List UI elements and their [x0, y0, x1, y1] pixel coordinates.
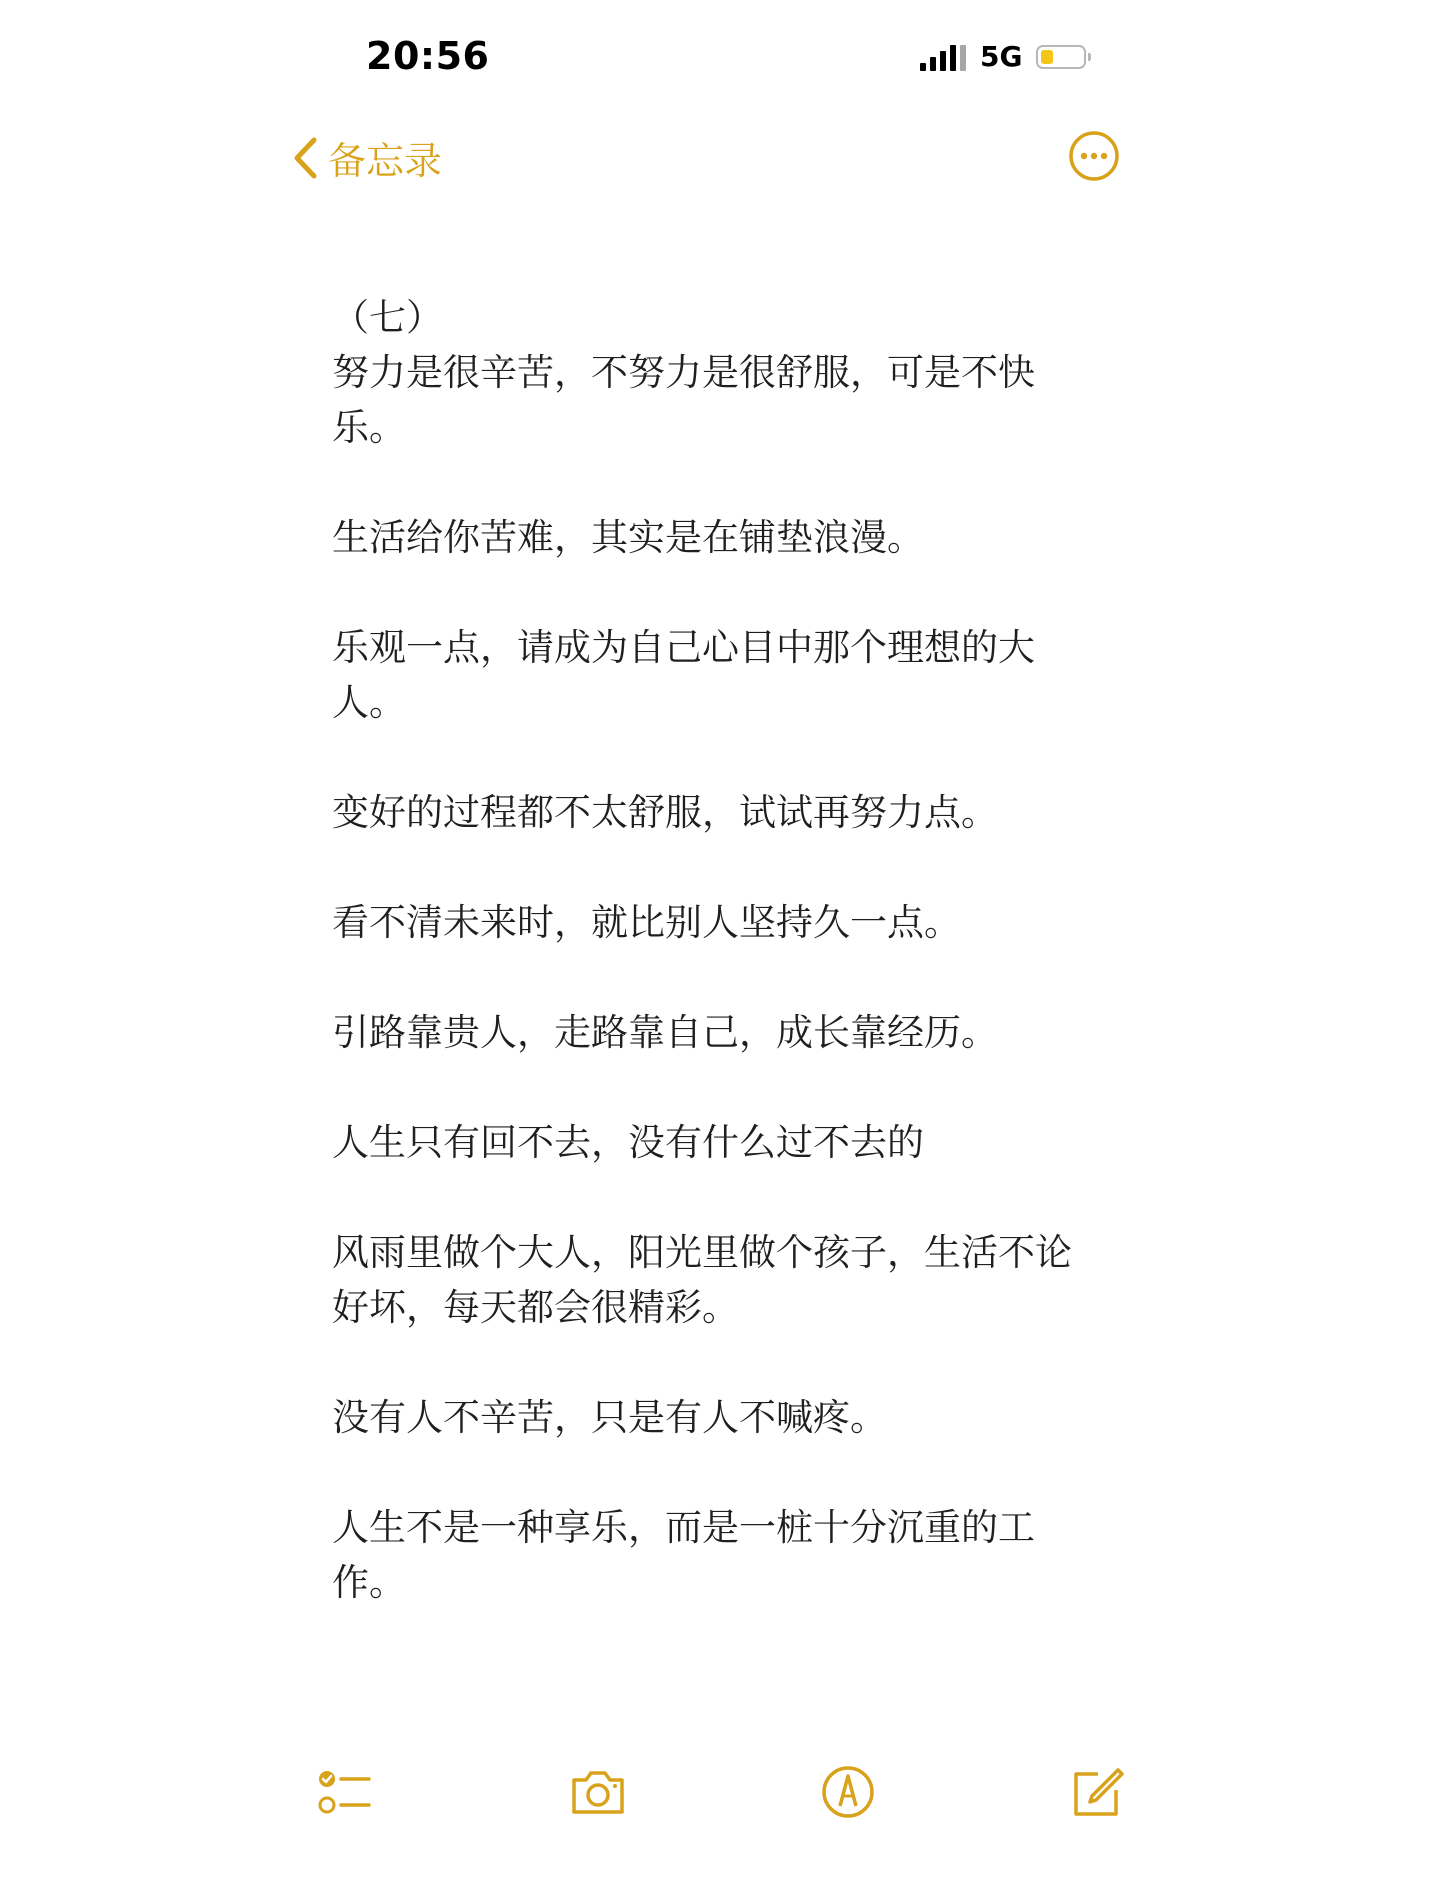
status-indicators: [920, 40, 1086, 73]
note-paragraph: 人生只有回不去，没有什么过不去的: [332, 1121, 924, 1164]
status-bar: [0, 0, 1440, 120]
note-paragraph: 引路靠贵人，走路靠自己，成长靠经历。: [332, 1011, 998, 1054]
note-paragraph: 人生不是一种享乐，而是一桩十分沉重的工作。: [332, 1506, 1035, 1604]
chevron-left-icon: [292, 136, 318, 180]
navigation-bar: [0, 120, 1440, 200]
ellipsis-circle-icon: [1068, 130, 1120, 182]
cellular-signal-icon: [920, 43, 966, 71]
network-type: 5G: [980, 40, 1023, 73]
battery-icon: [1036, 45, 1086, 69]
checklist-button[interactable]: [314, 1762, 374, 1822]
note-paragraph: 生活给你苦难，其实是在铺垫浪漫。: [332, 516, 924, 559]
checklist-icon: [314, 1762, 374, 1822]
camera-icon: [568, 1762, 628, 1822]
note-paragraph: 变好的过程都不太舒服，试试再努力点。: [332, 791, 998, 834]
back-label: 备忘录: [328, 139, 443, 183]
note-body[interactable]: [332, 290, 1092, 1665]
note-paragraph: 没有人不辛苦，只是有人不喊疼。: [332, 1396, 887, 1439]
bottom-toolbar: [0, 1752, 1440, 1832]
markup-button[interactable]: [818, 1762, 878, 1822]
status-time: 20:56: [366, 34, 490, 78]
note-paragraph: 乐观一点，请成为自己心目中那个理想的大人。: [332, 626, 1035, 724]
note-heading: （七）: [332, 296, 443, 339]
battery-level: [1041, 50, 1053, 64]
more-options-button[interactable]: [1068, 130, 1120, 182]
markup-pen-icon: [818, 1762, 878, 1822]
note-paragraph: 努力是很辛苦，不努力是很舒服，可是不快乐。: [332, 351, 1035, 449]
compose-button[interactable]: [1066, 1762, 1126, 1822]
camera-button[interactable]: [568, 1762, 628, 1822]
note-paragraph: 看不清未来时，就比别人坚持久一点。: [332, 901, 961, 944]
note-paragraph: 风雨里做个大人，阳光里做个孩子，生活不论好坏，每天都会很精彩。: [332, 1231, 1072, 1329]
compose-icon: [1066, 1762, 1126, 1822]
back-button[interactable]: [292, 130, 442, 185]
